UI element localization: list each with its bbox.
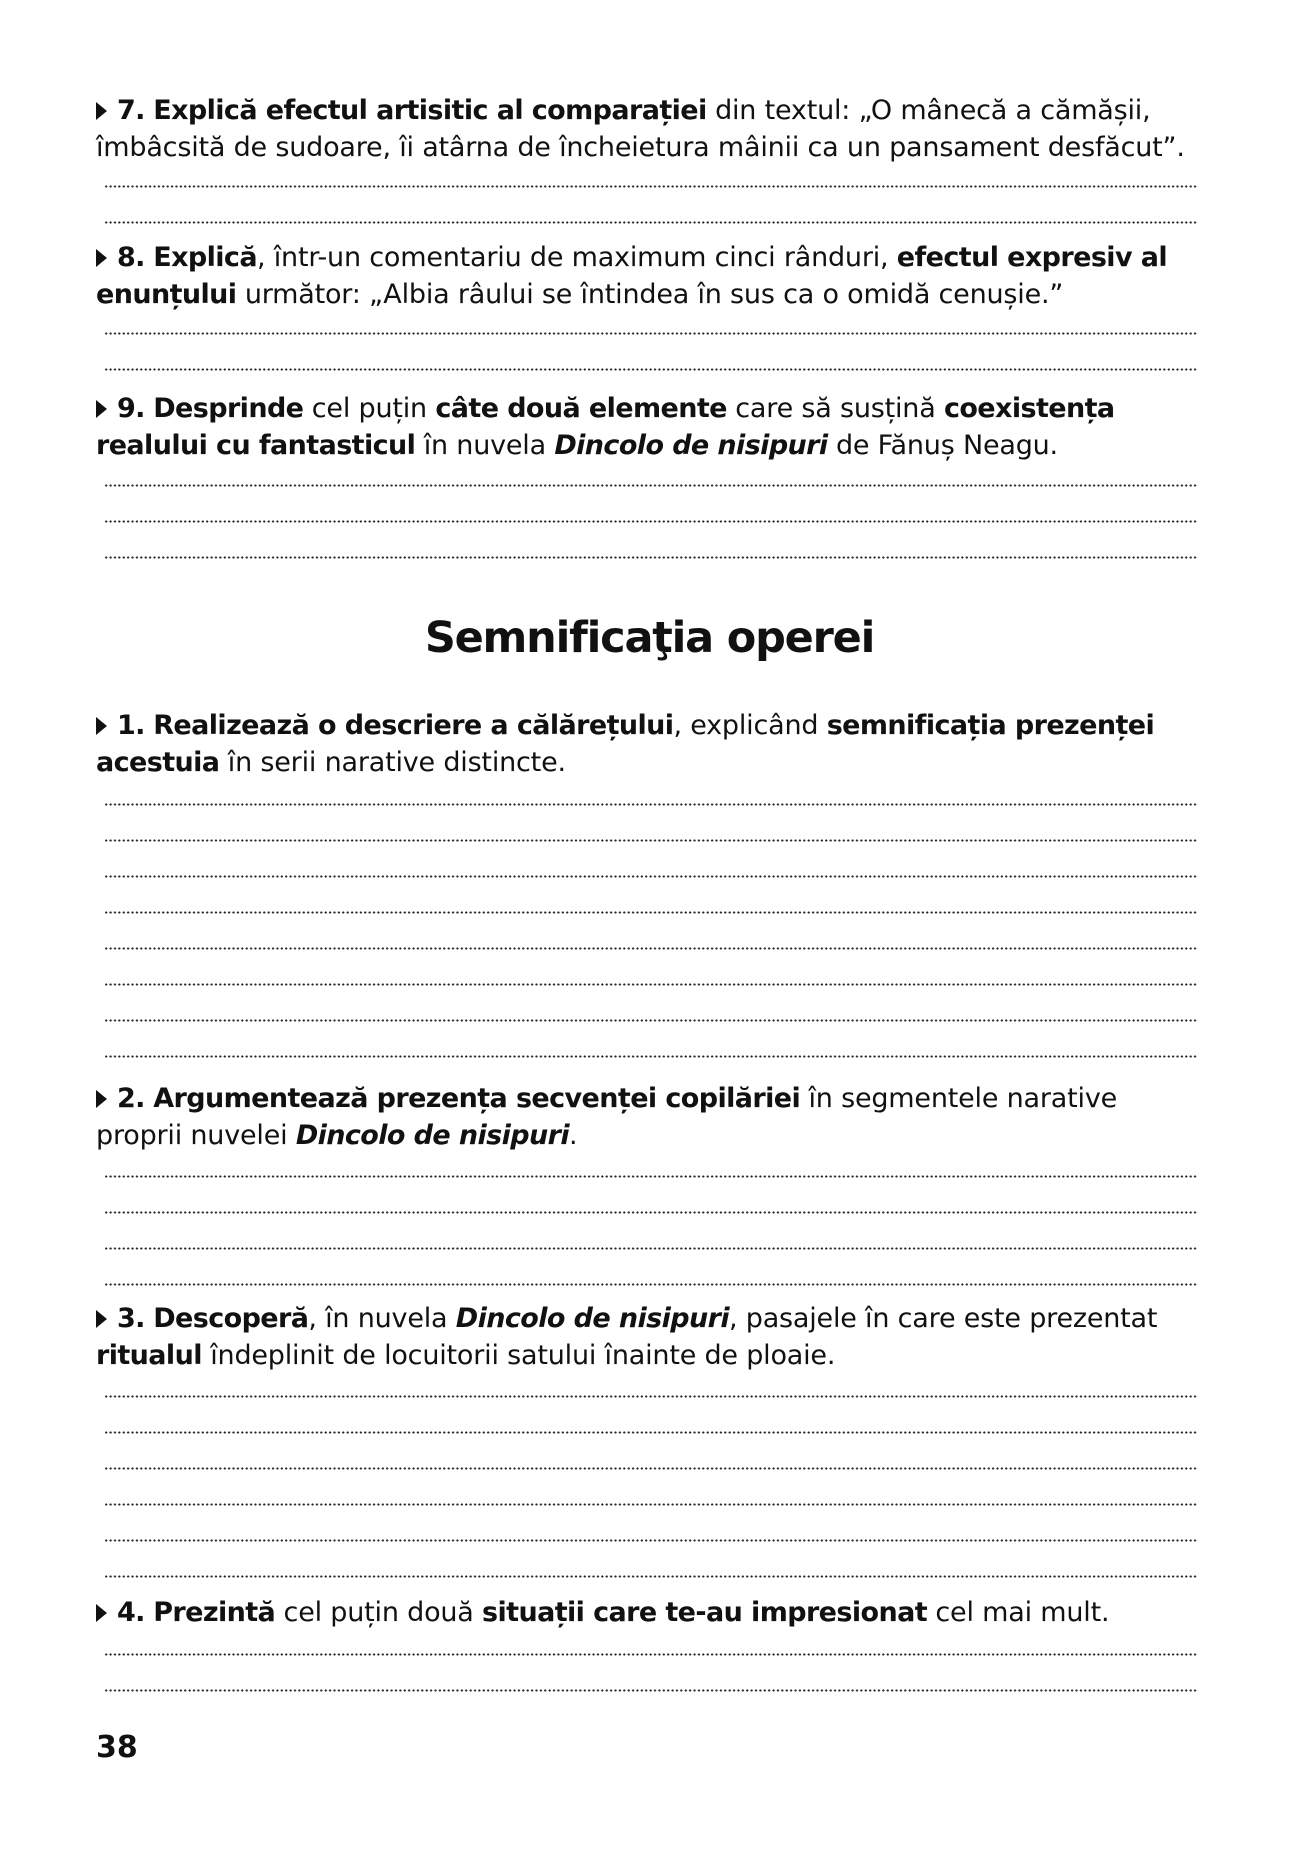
question-emphasis: situații care te-au impresionat [482,1597,928,1628]
question-emphasis: efectul expresiv al enunțului [96,242,1168,310]
answer-line[interactable] [104,1247,1198,1250]
question-emphasis: coexistența realului cu fantasticul [96,393,1115,461]
answer-line[interactable] [104,1019,1198,1022]
answer-line[interactable] [104,1395,1198,1398]
section-question-1 [96,707,1200,781]
question-text: care să susțină [726,393,944,424]
section-question-2 [96,1080,1200,1154]
question-text: . [569,1120,578,1151]
answer-line[interactable] [104,1575,1198,1578]
answer-line[interactable] [104,983,1198,986]
answer-line[interactable] [104,1467,1198,1470]
question-number: 3. [117,1303,145,1334]
question-8 [96,239,1200,313]
answer-line[interactable] [104,1689,1198,1692]
answer-line[interactable] [104,1431,1198,1434]
answer-line[interactable] [104,520,1198,523]
question-number: 4. [117,1597,145,1628]
answer-line[interactable] [104,1503,1198,1506]
question-7 [96,92,1200,166]
question-number: 9. [117,393,145,424]
question-instruction: Desprinde [153,393,304,424]
answer-line[interactable] [104,1211,1198,1214]
question-text: de Fănuș Neagu. [827,430,1058,461]
question-text: în serii narative distincte. [219,747,566,778]
question-instruction: Realizează o descriere a călărețului [153,710,674,741]
arrow-right-icon [96,1090,107,1108]
answer-line[interactable] [104,221,1198,224]
answer-line[interactable] [104,947,1198,950]
answer-line[interactable] [104,839,1198,842]
arrow-right-icon [96,102,107,120]
question-text: în segmentele narative proprii nuvelei [96,1083,1118,1151]
arrow-right-icon [96,400,107,418]
question-number: 7. [117,95,145,126]
answer-line[interactable] [104,1175,1198,1178]
answer-line[interactable] [104,332,1198,335]
question-text: îndeplinit de locuitorii satului înainte de ploaie. [201,1340,836,1371]
answer-line[interactable] [104,1055,1198,1058]
question-text: cel mai mult. [927,1597,1110,1628]
question-number: 1. [117,710,145,741]
arrow-right-icon [96,1604,107,1622]
question-emphasis: ritualul [96,1340,202,1371]
answer-line[interactable] [104,875,1198,878]
question-9 [96,390,1200,464]
answer-line[interactable] [104,1653,1198,1656]
question-text: din textul: „O mânecă a cămășii, îmbâcsită de sudoare, îi atârna de încheietura mâinii ca un pansament desfăcut”. [96,95,1185,163]
answer-line[interactable] [104,803,1198,806]
arrow-right-icon [96,249,107,267]
question-number: 8. [117,242,145,273]
answer-line[interactable] [104,556,1198,559]
section-title: Semnificaţia operei [424,613,875,663]
question-text: cel puțin [303,393,436,424]
question-text: , într-un comentariu de maximum cinci rânduri, [256,242,897,273]
question-text: , pasajele în care este prezentat [728,1303,1158,1334]
question-text: , în nuvela [308,1303,456,1334]
question-instruction: Argumentează prezența secvenței copilăriei [153,1083,801,1114]
question-emphasis: câte două elemente [435,393,727,424]
answer-line[interactable] [104,185,1198,188]
question-text: în nuvela [415,430,555,461]
answer-line[interactable] [104,1539,1198,1542]
answer-line[interactable] [104,368,1198,371]
book-title: Dincolo de nisipuri [455,1303,729,1334]
section-question-4 [96,1594,1200,1631]
answer-line[interactable] [104,1283,1198,1286]
section-question-3 [96,1300,1200,1374]
arrow-right-icon [96,1310,107,1328]
answer-line[interactable] [104,484,1198,487]
question-number: 2. [117,1083,145,1114]
arrow-right-icon [96,717,107,735]
answer-line[interactable] [104,911,1198,914]
question-text: următor: „Albia râului se întindea în sus ca o omidă cenușie.” [236,279,1064,310]
question-instruction: Explică efectul artisitic al comparației [153,95,707,126]
question-text: , explicând [673,710,827,741]
book-title: Dincolo de nisipuri [554,430,828,461]
page-number: 38 [96,1730,138,1765]
question-instruction: Prezintă [153,1597,276,1628]
question-instruction: Descoperă [153,1303,309,1334]
book-title: Dincolo de nisipuri [295,1120,570,1151]
question-text: cel puțin două [275,1597,483,1628]
question-emphasis: semnificația prezenței acestuia [96,710,1155,778]
question-instruction: Explică [153,242,257,273]
